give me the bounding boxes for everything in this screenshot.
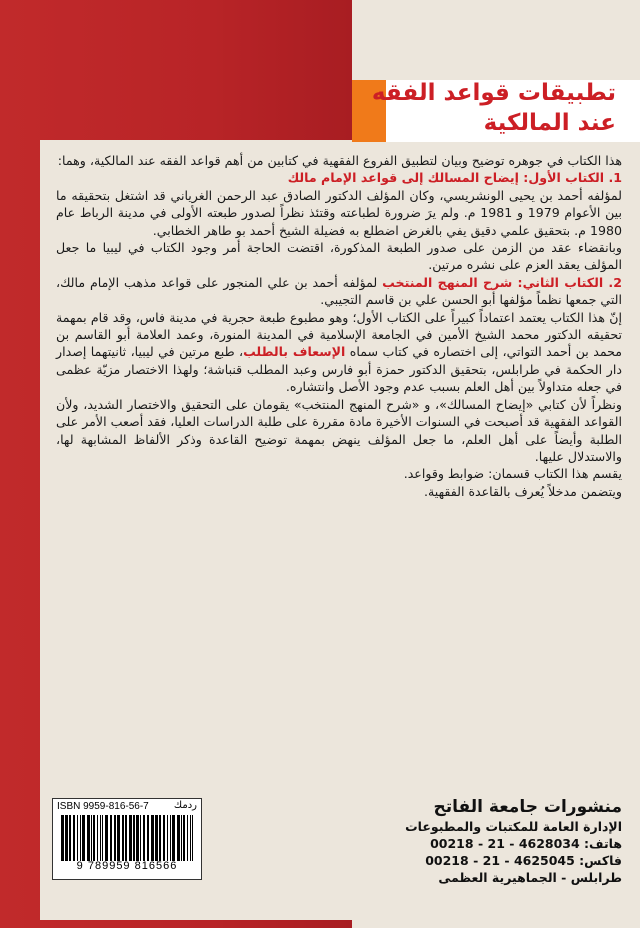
book1-paragraph: لمؤلفه أحمد بن يحيى الونشريسي، وكان المؤلف الدكتور الصادق عبد الرحمن الغرياني قد اشتغل بتحقيقه ما بين الأعوام 1979 و 1981 م. ولم يرَ ضرورة لطباعته وقتئذ نظراً لصدور طبعته الأولى في مدينة الرباط عام 1980 م. بتحقيق علمي دقيق يفي بالغرض اضطلع به فضيلة الشيخ أحمد بو طاهر الخطابي. [56,187,622,238]
isbn-box [52,798,202,880]
paragraph-5: ويتضمن مدخلاً يُعرف بالقاعدة الفقهية. [424,483,622,499]
barcode-bar [114,815,116,861]
barcode-bar [69,815,71,861]
barcode-bar [187,815,188,861]
isbn-number: ISBN 9959-816-56-7 [57,801,149,812]
barcode-bar [122,815,124,861]
barcode-bar [105,815,108,861]
isbn-label: ردمك [173,800,197,811]
barcode-bar [163,815,165,861]
book2-paragraph-2: إنّ هذا الكتاب يعتمد اعتماداً كبيراً على الكتاب الأول؛ وهو مطبوع طبعة حجرية في مدينة فاس، وقد قام بمهمة تحقيقه الدكتور محمد الشيخ الأمين في الجامعة الإسلامية في المدينة المنورة، وعمد العلامة أبو القاسم بن محمد بن أحمد التواتي، إلى اختصاره في كتاب سماه [56,309,622,360]
barcode-bar [129,815,132,861]
book1-paragraph-2: وبانقضاء عقد من الزمن على صدور الطبعة المذكورة، اقتضت الحاجة أمر وجود الكتاب في ليبيا ما جعل المؤلف يعقد العزم على نشره مرتين. [56,240,622,273]
barcode-bar [91,815,92,861]
barcode-bar [82,815,85,861]
book2-paragraph: لمؤلفه أحمد بن علي المنجور على قواعد مذهب الإمام مالك، التي جمعها نظماً مؤلفها أبو الحسن علي بن قاسم التجيبي. [56,274,622,308]
barcode-bar [77,815,78,861]
barcode-bar [155,815,158,861]
publisher-phone: هاتف: 4628034 - 21 - 00218 [430,836,622,851]
barcode-bar [167,815,168,861]
book1-heading: 1. الكتاب الأول: إيضاح المسالك إلى قواعد الإمام مالك [287,170,622,186]
barcode-bar [61,815,64,861]
barcode-digits: 9 789959 816566 [76,860,178,872]
barcode-bar [93,815,95,861]
barcode-bar [143,815,145,861]
barcode-bar [151,815,154,861]
publisher-dept: الإدارة العامة للمكتبات والمطبوعات [405,819,622,834]
barcode-bar [80,815,81,861]
barcode-bar [100,815,101,861]
book2-heading: 2. الكتاب الثاني: شرح المنهج المنتخب [382,274,622,290]
barcode-bar [65,815,68,861]
publisher-city: طرابلس - الجماهيرية العظمى [438,870,622,885]
intro-paragraph: هذا الكتاب في جوهره توضيح وبيان لتطبيق الفروع الفقهية في كتابين من أهم قواعد الفقه عند المالكية، وهما: [57,153,622,168]
barcode-bar [97,815,98,861]
publisher-block [352,796,622,886]
barcode-bar [125,815,127,861]
barcode-bar [172,815,175,861]
publisher-name: منشورات جامعة الفاتح [433,797,622,817]
book-title-line2: عند المالكية [483,110,616,136]
paragraph-4: يقسم هذا الكتاب قسمان: ضوابط وقواعد. [403,466,622,482]
barcode-bar [133,815,135,861]
barcode-bar [183,815,185,861]
isaf-paragraph: ، طبع مرتين في ليبيا، ثانيتهما إصدار دار الحكمة في طرابلس، بتحقيق الدكتور حمزة أبو فارس وعبد المطلب قنباشة؛ ولهذا الاختصار مزيّة عظمى في جعله متداولاً بين أهل العلم بسبب عدم وجود الأصل وانتشاره. [56,344,622,395]
publisher-fax: فاكس: 4625045 - 21 - 00218 [425,853,622,868]
barcode-bar [140,815,141,861]
blurb [56,152,622,500]
barcode-bar [136,815,139,861]
isaf-heading: الإسعاف بالطلب [243,344,346,360]
barcode-bar [73,815,75,861]
barcode-bar [87,815,90,861]
barcode-icon [59,815,195,861]
barcode-bar [170,815,171,861]
barcode-bar [181,815,182,861]
barcode-bar [159,815,161,861]
barcode-bar [102,815,103,861]
barcode-bar [147,815,149,861]
barcode-bar [192,815,193,861]
barcode-bar [177,815,180,861]
barcode-bar [117,815,120,861]
paragraph-3: ونظراً لأن كتابي «إيضاح المسالك»، و «شرح المنهج المنتخب» يقومان على التحقيق والاختصار الشديد، ولأن القواعد الفقهية قد أصبحت في السنوات الأخيرة مادة مقررة على طلبة الدراسات العليا، فقد أصعب الأمر على الطلبة وأيضاً على أهل العلم، ما جعل المؤلف ينهض بمهمة توضيح القاعدة وذكر الألفاظ المشابهة لها، والاستدلال عليها. [56,396,622,464]
barcode-bar [110,815,112,861]
barcode-bar [190,815,191,861]
book-title-line1: تطبيقات قواعد الفقه [371,80,616,106]
